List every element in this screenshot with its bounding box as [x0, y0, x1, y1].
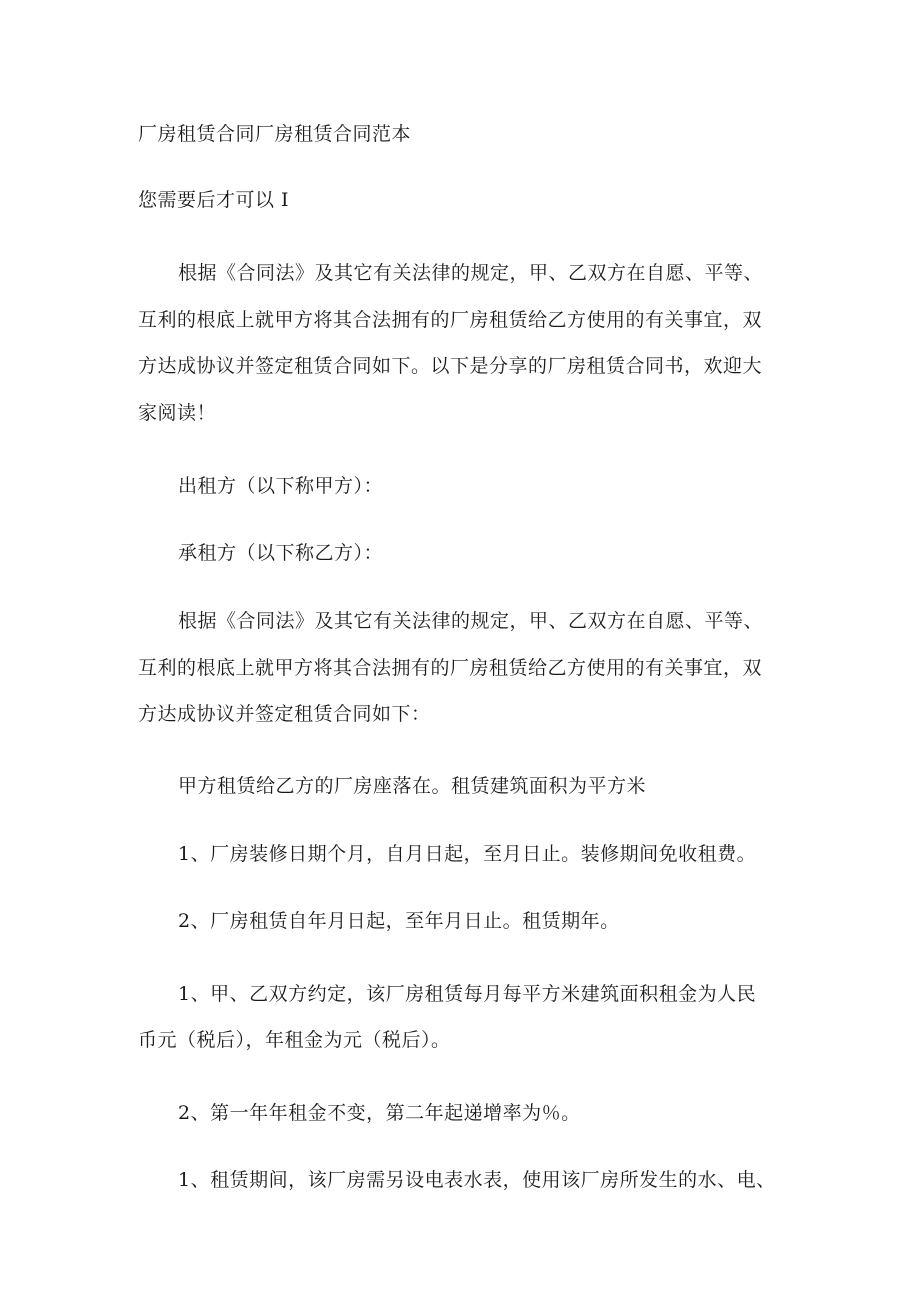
paragraph-line: 互利的根底上就甲方将其合法拥有的厂房租赁给乙方使用的有关事宜，双 — [138, 309, 763, 331]
clause-line: 2、厂房租赁自年月日起，至年月日止。租赁期年。 — [178, 910, 620, 932]
paragraph-line: 方达成协议并签定租赁合同如下： — [138, 703, 431, 725]
lessee-line: 承租方（以下称乙方）： — [178, 542, 384, 564]
paragraph-line: 家阅读！ — [138, 402, 217, 424]
paragraph-line: 根据《合同法》及其它有关法律的规定，甲、乙双方在自愿、平等、 — [178, 262, 764, 284]
access-notice: 您需要后才可以 I — [138, 189, 290, 211]
lessor-line: 出租方（以下称甲方）： — [178, 475, 384, 497]
clause-line: 币元（税后），年租金为元（税后）。 — [138, 1029, 451, 1051]
document-title: 厂房租赁合同厂房租赁合同范本 — [138, 123, 412, 145]
clause-line: 2、第一年年租金不变，第二年起递增率为％。 — [178, 1102, 581, 1124]
clause-line: 甲方租赁给乙方的厂房座落在。租赁建筑面积为平方米 — [178, 775, 647, 797]
clause-line: 1、租赁期间，该厂房需另设电表水表，使用该厂房所发生的水、电、 — [178, 1169, 776, 1191]
clause-line: 1、厂房装修日期个月，自月日起，至月日止。装修期间免收租费。 — [178, 843, 757, 865]
clause-line: 1、甲、乙双方约定，该厂房租赁每月每平方米建筑面积租金为人民 — [178, 983, 757, 1005]
paragraph-line: 根据《合同法》及其它有关法律的规定，甲、乙双方在自愿、平等、 — [178, 610, 764, 632]
paragraph-line: 方达成协议并签定租赁合同如下。以下是分享的厂房租赁合同书，欢迎大 — [138, 355, 763, 377]
paragraph-line: 互利的根底上就甲方将其合法拥有的厂房租赁给乙方使用的有关事宜，双 — [138, 657, 763, 679]
